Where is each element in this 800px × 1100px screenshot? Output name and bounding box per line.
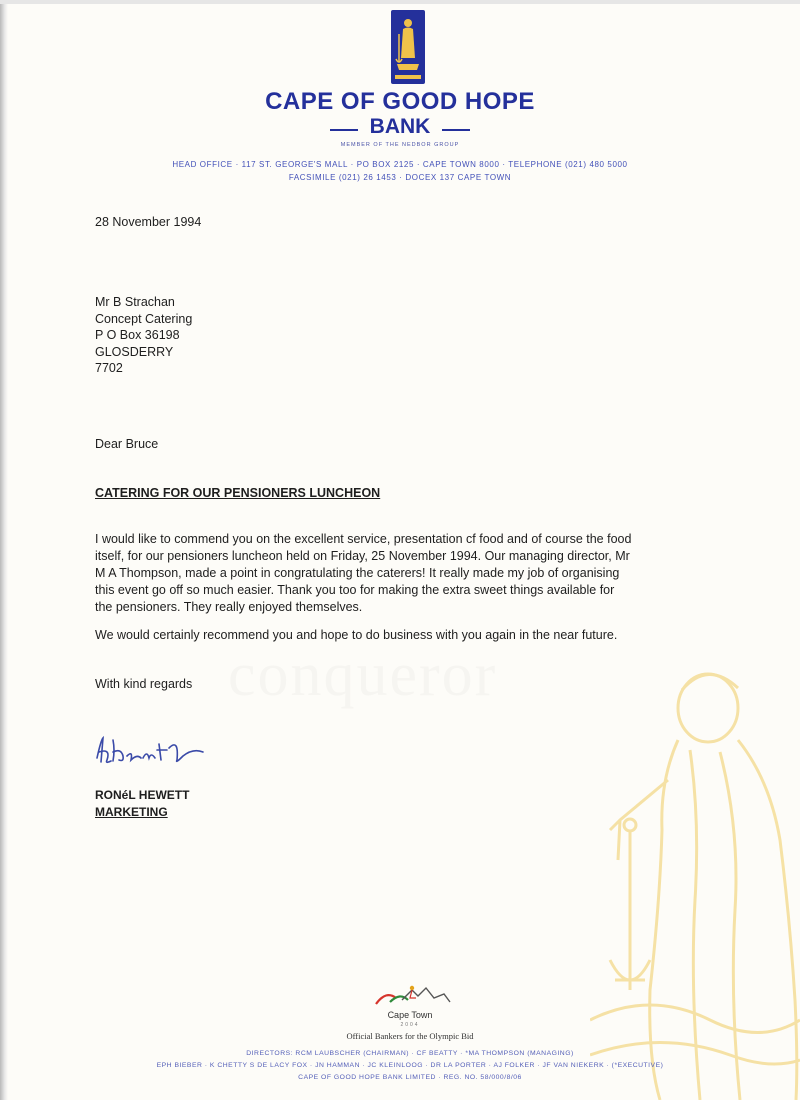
scan-edge-shadow bbox=[0, 0, 8, 1100]
handwritten-signature bbox=[93, 730, 208, 770]
olympic-bid-logo-icon bbox=[372, 984, 452, 1006]
salutation: Dear Bruce bbox=[95, 437, 159, 451]
body-paragraph-1 bbox=[95, 531, 725, 616]
paper-watermark-text: conqueror bbox=[228, 641, 498, 709]
letter-date: 28 November 1994 bbox=[95, 215, 202, 229]
recipient-name: Mr B Strachan bbox=[95, 295, 175, 309]
olympic-bid-caption: Official Bankers for the Olympic Bid bbox=[346, 1031, 474, 1041]
olympic-bid-year: 2004 bbox=[400, 1022, 420, 1028]
bank-name: CAPE OF GOOD HOPE bbox=[265, 88, 535, 115]
fax-docex-line: FACSIMILE (021) 26 1453 · DOCEX 137 CAPE TOWN bbox=[288, 173, 512, 182]
hope-figure-watermark-icon bbox=[590, 660, 800, 1100]
recipient-postal-code: 7702 bbox=[95, 361, 123, 375]
paragraph-line: M A Thompson, made a point in congratulating the caterers! It really made my job of organising bbox=[95, 566, 620, 580]
closing: With kind regards bbox=[95, 677, 193, 691]
recipient-po-box: P O Box 36198 bbox=[95, 328, 180, 342]
recipient-address bbox=[95, 294, 192, 377]
registration-line: CAPE OF GOOD HOPE BANK LIMITED · REG. NO. 58/000/8/06 bbox=[298, 1074, 522, 1081]
directors-line-1: DIRECTORS: RCM LAUBSCHER (CHAIRMAN) · CF BEATTY · *MA THOMPSON (MANAGING) bbox=[246, 1050, 574, 1057]
subject-heading: CATERING FOR OUR PENSIONERS LUNCHEON bbox=[95, 486, 381, 500]
sender-department: MARKETING bbox=[95, 805, 168, 819]
body-paragraph-2: We would certainly recommend you and hope to do business with you again in the near future. bbox=[95, 628, 618, 642]
recipient-company: Concept Catering bbox=[95, 311, 193, 326]
bank-name-bank: BANK bbox=[369, 115, 431, 138]
paragraph-line: the pensioners. They really enjoyed themselves. bbox=[95, 600, 363, 614]
head-office-address: HEAD OFFICE · 117 ST. GEORGE'S MALL · PO BOX 2125 · CAPE TOWN 8000 · TELEPHONE (021) 480 5000 bbox=[172, 160, 628, 169]
bank-name-rule-right bbox=[442, 129, 470, 131]
scan-top-edge bbox=[0, 0, 800, 4]
directors-line-2: EPH BIEBER · K CHETTY S DE LACY FOX · JN HAMMAN · JC KLEINLOOG · DR LA PORTER · AJ FOLKER · JF VAN NIEKERK · (*EXECUTIVE) bbox=[156, 1062, 664, 1069]
paragraph-line: this event go off so much easier. Thank you too for making the extra sweet things available for bbox=[95, 583, 615, 597]
paragraph-line: itself, for our pensioners luncheon held on Friday, 25 November 1994. Our managing director, Mr bbox=[95, 549, 630, 563]
paragraph-line: I would like to commend you on the excellent service, presentation cf food and of course the food bbox=[95, 532, 632, 546]
sender-name: RONéL HEWETT bbox=[95, 788, 190, 802]
recipient-city: GLOSDERRY bbox=[95, 344, 174, 359]
member-group-line: MEMBER OF THE NEDBOR GROUP bbox=[340, 142, 460, 148]
olympic-bid-label: Cape Town bbox=[387, 1010, 433, 1020]
bank-crest-icon bbox=[391, 10, 425, 84]
